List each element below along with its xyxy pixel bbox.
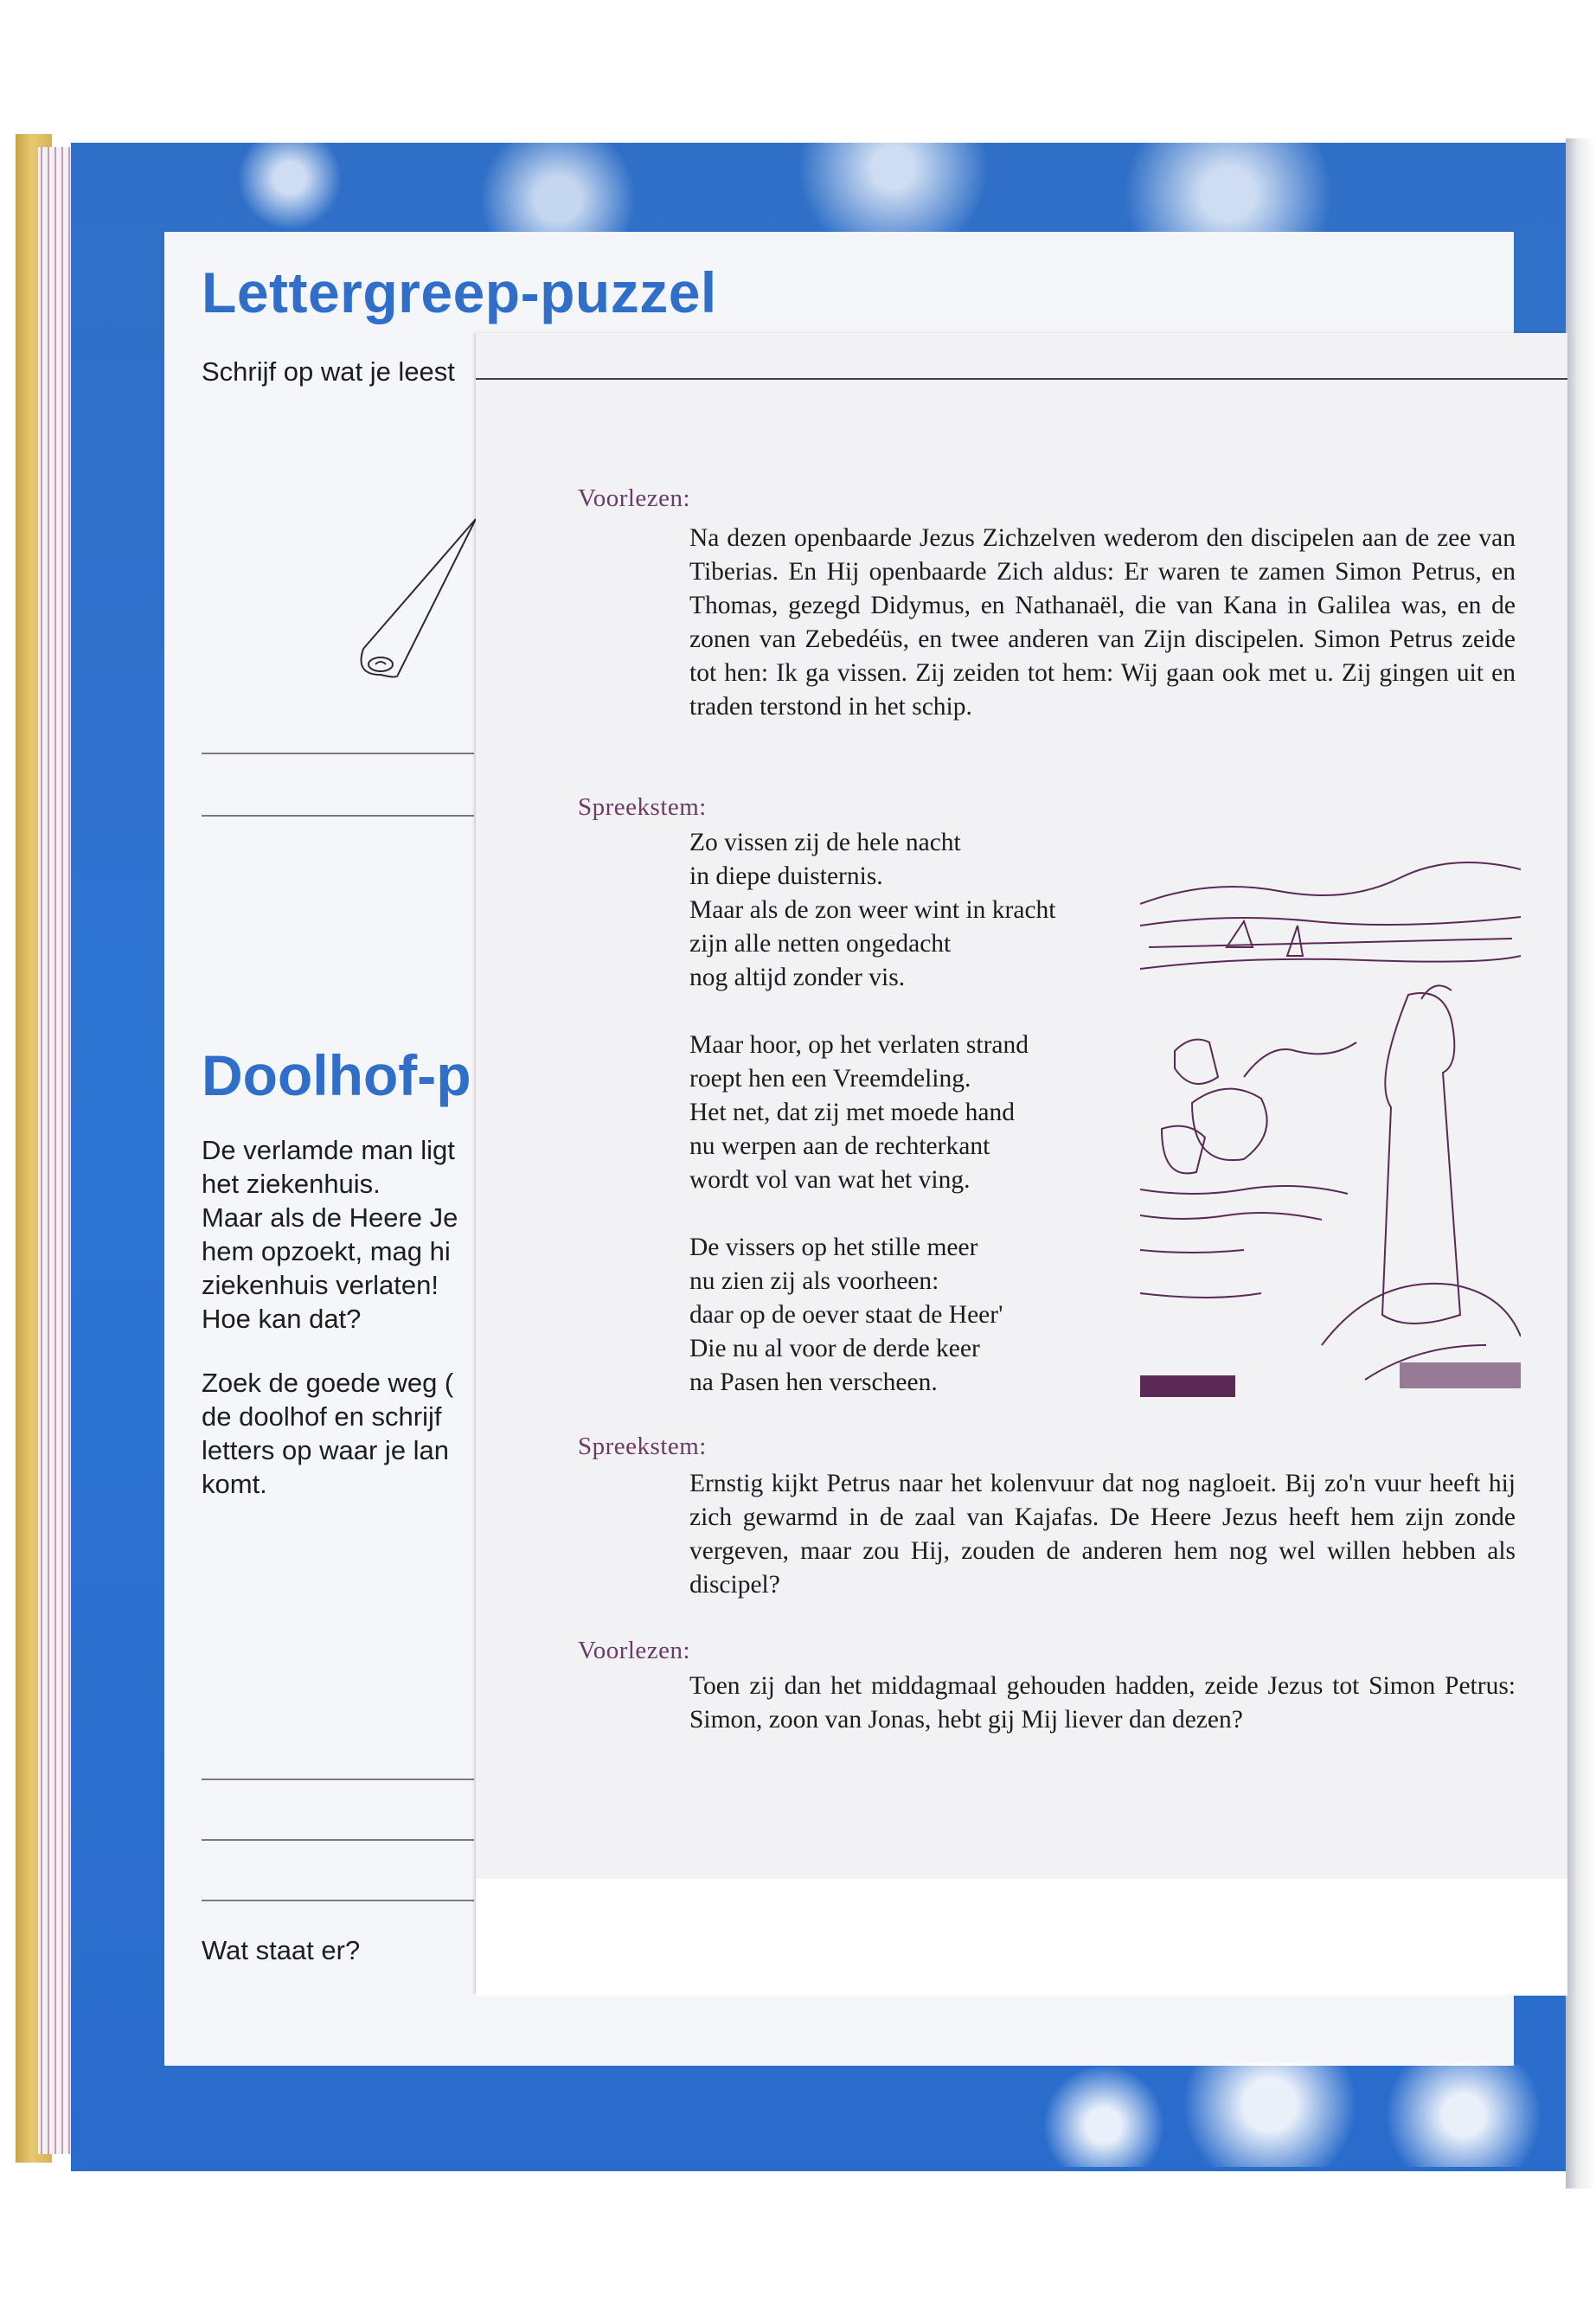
poem-stanza: Maar hoor, op het verlaten strand roept hen een Vreemdeling. Het net, dat zij met moede hand nu werpen aan de rechterkant wordt vol van wat het ving. [689, 1031, 1029, 1194]
subtitle: Schrijf op wat je leest [202, 356, 455, 387]
section-text: Toen zij dan het middagmaal gehouden hadden, zeide Jezus tot Simon Petrus: Simon, zoon van Jonas, hebt gij Mij liever dan dezen? [689, 1672, 1516, 1734]
page-title: Lettergreep-puzzel [202, 260, 717, 324]
section-label: Voorlezen: [578, 484, 691, 512]
book-right-edge [1566, 138, 1596, 2189]
question-label: Wat staat er? [202, 1935, 361, 1965]
answer-line [202, 1900, 474, 1901]
maze-instructions [202, 1133, 487, 1531]
answer-line [202, 1779, 474, 1780]
sheet-rule [476, 378, 1567, 380]
poem-stanza: De vissers op het stille meer nu zien zij als voorheen: daar op de oever staat de Heer' Die nu al voor de derde keer na Pasen hen verscheen. [689, 1234, 1003, 1396]
maze-title: Doolhof-p [202, 1043, 471, 1107]
print-speckle-bottom [1021, 2063, 1574, 2167]
print-speckle-top [156, 137, 1497, 240]
section-label: Spreekstem: [578, 793, 707, 821]
section-text: Ernstig kijkt Petrus naar het kolenvuur dat nog nagloeit. Bij zo'n vuur heeft hij zich gewarmd in de zaal van Kajafas. De Heere Jezus heeft hem zijn zonde vergeven, maar zou Hij, zouden de anderen hem nog wel willen hebben als discipel? [689, 1470, 1516, 1599]
answer-line [202, 753, 474, 754]
maze-text: Zoek de goede weg ( de doolhof en schrijf letters op waar je lan komt. [202, 1368, 454, 1499]
poem [689, 826, 1139, 1433]
fishermen-illustration [1140, 843, 1521, 1397]
section-label: Spreekstem: [578, 1433, 707, 1460]
section-label: Voorlezen: [578, 1637, 691, 1664]
maze-text: De verlamde man ligt het ziekenhuis. Maar als de Heere Je hem opzoekt, mag hi ziekenhuis verlaten! Hoe kan dat? [202, 1135, 458, 1334]
sheet-bottom-strip [476, 1879, 1567, 1996]
section-text: Na dezen openbaarde Jezus Zichzelven wederom den discipelen aan de zee van Tiberias. En Hij openbaarde Zich aldus: Er waren te zamen Simon Petrus, en Thomas, gezegd Didymus, en Nathanaël, die van Kana in Galilea was, en de zonen van Zebedéüs, en twee anderen van Zijn discipelen. Simon Petrus zeide tot hen: Ik ga vissen. Zij zeiden tot hem: Wij gaan ook met u. Zij gingen uit en traden terstond in het schip. [689, 524, 1516, 721]
pencil-icon [346, 502, 484, 701]
answer-line [202, 1839, 474, 1841]
poem-stanza: Zo vissen zij de hele nacht in diepe duisternis. Maar als de zon weer wint in kracht zijn alle netten ongedacht nog altijd zonder vis. [689, 829, 1056, 991]
answer-line [202, 815, 474, 817]
page-edges [38, 147, 73, 2154]
